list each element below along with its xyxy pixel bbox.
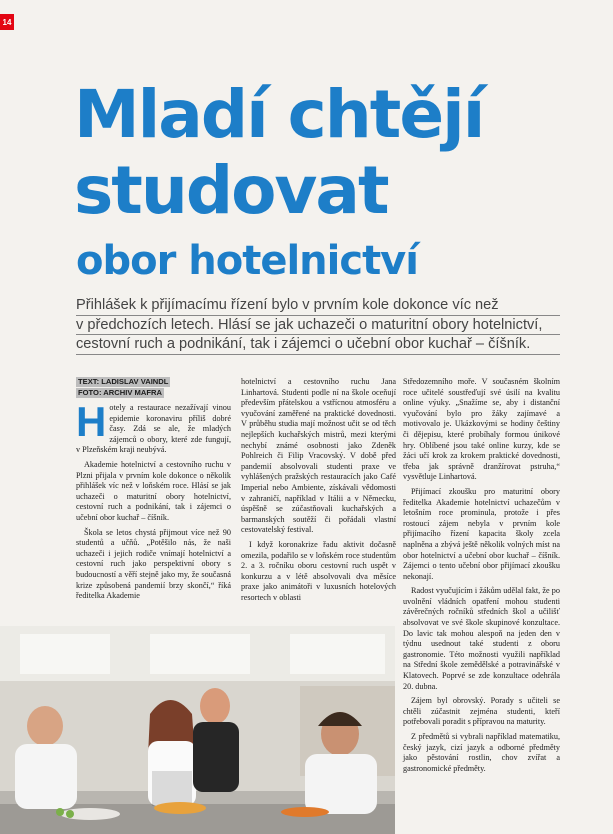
article-column-3	[403, 377, 560, 778]
article-paragraph: Akademie hotelnictví a cestovního ruchu v Plzni přijala v prvním kole dokonce o několik přihlášek víc než v loňském roce. Hlásí se jak uchazeči o maturitní obory hotelnictví, cestovní ruch a podnikání, tak i zájemci o učební obor kuchař – číšník.	[76, 459, 231, 522]
headline-line-3: obor hotelnictví	[76, 238, 418, 284]
article-paragraph: Škola se letos chystá přijmout více než 90 studentů a učňů. „Potěšilo nás, že naši uchazeči i jejich rodiče vnímají hotelnictví a cestovní ruch jako perspektivní obory s budoucností a věří stejně jako my, že současná krize způsobená pandemií brzy skončí,“ říká ředitelka Akademie	[76, 527, 231, 601]
article-paragraph: Hotely a restaurace nezažívají vinou epidemie koronaviru příliš dobré časy. Zdá se ale, že mladých zájemců o obory, které zde fungují, v Plzeňském kraji neubývá.	[76, 398, 231, 455]
photo-illustration	[0, 626, 395, 834]
article-paragraph: Středozemního moře. V současném školním roce učitelé soustřeďují své úsilí na kvalitu online výuky. „Snažíme se, aby i distanční vyučování bylo pro žáky zajímavé a motivovalo je. Ukázkovými se hodiny češtiny či dějepisu, které probíhaly formou únikové hry. Oblíbené jsou také online kurzy, kde se žáci učí krok za krokem praktické dovednosti, třeba jak správně dranžírovat pstruha,“ vysvětluje Linhartová.	[403, 377, 560, 482]
lead-line: cestovní ruch a podnikání, tak i zájemci o učební obor kuchař – číšník.	[76, 335, 560, 355]
article-paragraph: hotelnictví a cestovního ruchu Jana Linhartová. Studenti podle ní na škole oceňují především přátelskou a vstřícnou atmosféru a vyučování zaměřené na praktické dovednosti. V průběhu studia mají možnost učit se od těch nejlepších kuchařských mistrů, mezi kterými nechybí známé osobnosti jako Zdeněk Pohlreich či Filip Vracovský. V době před pandemií absolvovali studenti praxe ve vyhlášených pražských restauracích jako Café Imperial nebo Ambiente, získávali vědomosti v zahraničí, například v Itálii a v Německu, úspěšně se zúčastňovali kuchařských a barmanských soutěží či pořádali vlastní cestovatelský festival.	[241, 377, 396, 535]
lead-line: Přihlášek k přijímacímu řízení bylo v prvním kole dokonce víc než	[76, 296, 560, 316]
article-paragraph: I když koronakrize řadu aktivit dočasně omezila, podařilo se v loňském roce studentům 2. a 3. ročníku oboru cestovní ruch uspět v konkurzu a v létě absolvovali dva měsíce praxe jako animátoři v luxusních hotelových resortech v oblasti	[241, 539, 396, 602]
article-paragraph: Zájem byl obrovský. Porady s učiteli se chtěli zúčastnit zejména studenti, kteří potřebovali poradit s přípravou na maturity.	[403, 696, 560, 727]
article-column-2	[241, 377, 396, 607]
article-paragraph: Z předmětů si vybrali například matematiku, český jazyk, cizí jazyk a odborné předměty jako pěstování rostlin, chov zvířat a gastronomické předměty.	[403, 732, 560, 773]
lead-paragraph	[76, 296, 560, 355]
photo-credit: FOTO: ARCHIV MAFRA	[78, 387, 162, 397]
kitchen-photo	[0, 626, 395, 834]
page-number: 14	[0, 14, 14, 30]
credits	[76, 377, 236, 399]
text-credit: TEXT: LADISLAV VAINDL	[78, 377, 169, 386]
article-column-1	[76, 398, 231, 606]
article-paragraph: Radost vyučujícím i žákům udělal fakt, že po uvolnění vládních opatření mohou studenti závěrečných ročníků středních škol a učilišť absolvovat ve své škole skupinové konzultace. Do lavic tak mohou alespoň na jeden den v týdnu usednout také studenti z oboru gastronomie. Této možnosti využili například na Střední škole zemědělské a potravinářské v Klatovech. Poprvé se zde konzultace odehrála 20. dubna.	[403, 586, 560, 691]
headline-line-2: studovat	[74, 152, 388, 229]
drop-cap: H	[76, 398, 107, 445]
lead-line: v předchozích letech. Hlásí se jak uchazeči o maturitní obory hotelnictví,	[76, 316, 560, 336]
article-paragraph: Přijímací zkoušku pro maturitní obory ředitelka Akademie hotelnictví uchazečům v letošním roce prominula, protože i přes rostoucí zájem nebyla v prvním kole přijímacího řízení kapacita školy zcela naplněna a zbývá ještě několik volných míst na obor hotelnictví a učební obor kuchař – číšník. Zájemci o tento učební obor přijímací zkoušku nekonají.	[403, 486, 560, 581]
headline-line-1: Mladí chtějí	[74, 76, 484, 153]
